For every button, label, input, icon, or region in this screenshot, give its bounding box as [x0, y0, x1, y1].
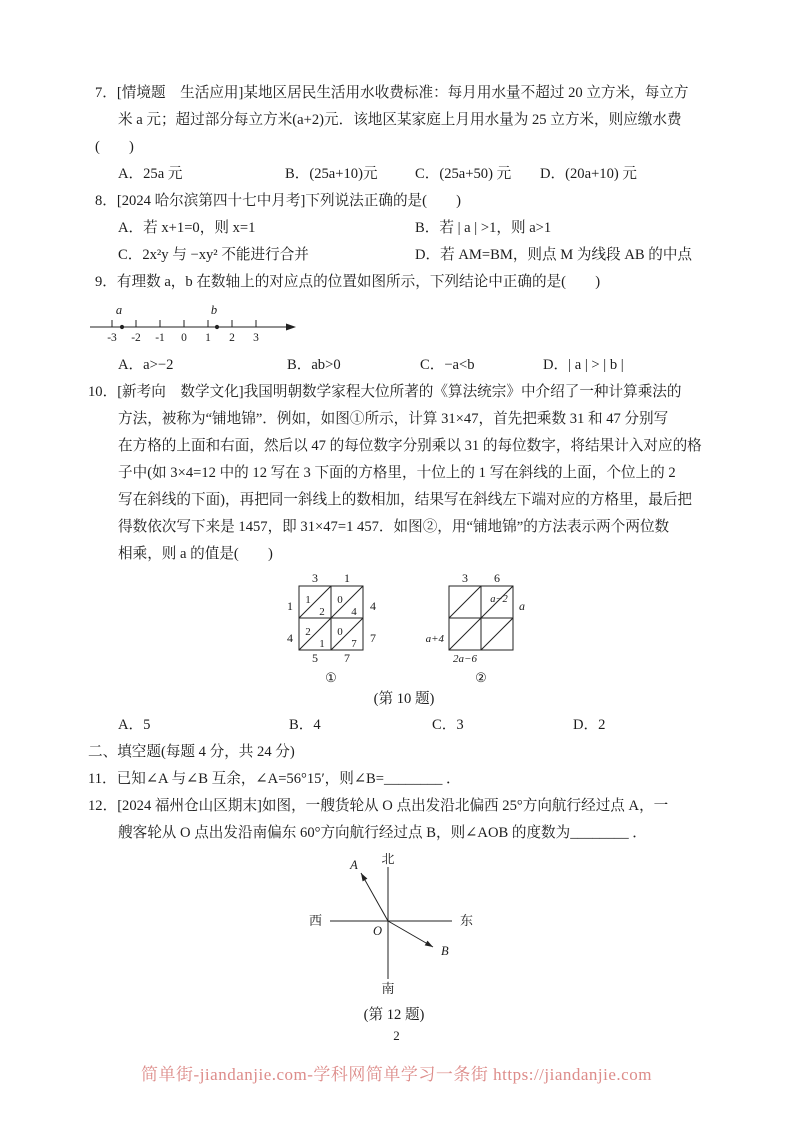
question-8-options-row-1	[88, 215, 708, 242]
tick-label: -2	[131, 332, 141, 344]
compass-direction-figure	[284, 853, 504, 997]
question-11-stem: 11．已知∠A 与∠B 互余，∠A=56°15′，则∠B=________ ．	[88, 771, 461, 787]
cell-expression: a−2	[490, 594, 508, 605]
point-a-dot	[120, 325, 124, 329]
bottom-expression: 2a−6	[453, 653, 477, 665]
question-12-line-1: 12．[2024 福州仓山区期末]如图，一艘货轮从 O 点出发沿北偏西 25°方向航行经过点 A，一	[88, 798, 669, 814]
question-12-line-2: 艘客轮从 O 点出发沿南偏东 60°方向航行经过点 B，则∠AOB 的度数为________ ．	[118, 825, 647, 841]
tick-label: 1	[205, 332, 211, 344]
point-a-label: a	[115, 303, 123, 317]
option-a: A．5	[118, 717, 151, 733]
left-digit: 4	[287, 631, 293, 645]
option-a: A．a>−2	[118, 357, 174, 373]
top-digit: 6	[494, 572, 500, 585]
cell-digit: 1	[319, 638, 325, 650]
option-b: B．ab>0	[287, 357, 341, 373]
question-8	[88, 188, 708, 269]
point-b-label: b	[210, 303, 218, 317]
question-7-line-1: 7．[情境题 生活应用]某地区居民生活用水收费标准：每月用水量不超过 20 立方米，每立方	[95, 85, 689, 101]
compass-labels	[309, 853, 473, 996]
option-c: C．−a<b	[420, 357, 475, 373]
tick-label: -1	[155, 332, 165, 344]
bottom-digit: 5	[312, 651, 318, 665]
question-9-stem: 9．有理数 a，b 在数轴上的对应点的位置如图所示，下列结论中正确的是( )	[95, 274, 601, 290]
top-digit: 1	[344, 572, 350, 585]
question-12	[88, 793, 708, 1028]
option-d: D．若 AM=BM，则点 M 为线段 AB 的中点	[415, 247, 693, 263]
question-7-answer-blank: ( )	[95, 139, 134, 155]
lattice-multiplication-2	[405, 572, 535, 686]
question-10-line-2: 方法，被称为“铺地锦”．例如，如图①所示，计算 31×47，首先把乘数 31 和 47 分别写	[118, 411, 669, 427]
east-label: 东	[460, 913, 474, 928]
top-digit: 3	[312, 572, 318, 585]
section-2-header: 二、填空题(每题 4 分，共 24 分)	[88, 744, 295, 760]
cell-digit: 0	[337, 594, 343, 606]
cell-digit: 2	[319, 606, 325, 618]
option-b: B．4	[289, 717, 321, 733]
question-9	[88, 269, 708, 379]
cell-digit: 2	[305, 626, 311, 638]
right-digit: 7	[370, 631, 376, 645]
option-b: B．若 | a | >1，则 a>1	[415, 220, 552, 236]
question-10-line-6: 得数依次写下来是 1457，即 31×47=1 457．如图②，用“铺地锦”的方法表示两个两位数	[118, 519, 670, 535]
bearing-rays	[361, 873, 433, 947]
question-10-line-4: 子中(如 3×4=12 中的 12 写在 3 下面的方格里，十位上的 1 写在斜线的上面，个位上的 2	[118, 465, 676, 481]
ray-b-arrowhead	[425, 941, 433, 947]
question-7	[88, 80, 708, 188]
left-digit: 1	[287, 599, 293, 613]
tick-label: 0	[181, 332, 187, 344]
cell-digit: 1	[305, 594, 311, 606]
point-b-dot	[215, 325, 219, 329]
figure-2-label: ②	[475, 670, 487, 685]
question-10-line-7: 相乘，则 a 的值是( )	[118, 546, 273, 562]
option-d: D．(20a+10) 元	[540, 166, 637, 182]
question-10	[88, 379, 708, 739]
point-a-label: A	[350, 858, 358, 872]
question-8-options-row-2	[88, 242, 708, 269]
option-d: D．2	[573, 717, 606, 733]
right-expression: a	[519, 599, 525, 613]
question-10-figure	[273, 572, 535, 712]
option-c: C．3	[432, 717, 464, 733]
question-7-line-2: 米 a 元；超过部分每立方米(a+2)元．该地区某家庭上月用水量为 25 立方米，则应缴水费	[118, 112, 682, 128]
cell-digit: 7	[351, 638, 357, 650]
option-a: A．若 x+1=0，则 x=1	[118, 220, 256, 236]
right-digit: 4	[370, 599, 376, 613]
left-expression: a+4	[425, 633, 444, 645]
page-number: 2	[393, 1028, 400, 1043]
exam-content	[88, 80, 708, 1028]
tick-label: 3	[253, 332, 259, 344]
origin-label: O	[372, 924, 382, 938]
option-d: D．| a | > | b |	[543, 357, 624, 373]
option-a: A．25a 元	[118, 166, 183, 182]
option-c: C．2x²y 与 −xy² 不能进行合并	[118, 247, 309, 263]
question-10-line-1: 10．[新考向 数学文化]我国明朝数学家程大位所著的《算法统宗》中介绍了一种计算乘法的	[88, 384, 682, 400]
question-9-options	[88, 352, 708, 379]
number-line-figure	[88, 299, 300, 345]
option-c: C．(25a+50) 元	[415, 166, 512, 182]
ray-a-arrowhead	[361, 873, 367, 881]
question-12-figure	[284, 853, 504, 1028]
north-label: 北	[381, 853, 395, 866]
top-digit: 3	[462, 572, 468, 585]
bottom-digit: 7	[344, 651, 350, 665]
number-line-figure-wrap	[88, 299, 708, 350]
option-b: B．(25a+10)元	[285, 166, 378, 182]
cell-digit: 0	[337, 626, 343, 638]
number-line-axis	[90, 320, 288, 327]
figure-caption: (第 12 题)	[363, 1007, 425, 1023]
question-10-line-3: 在方格的上面和右面，然后以 47 的每位数字分别乘以 31 的每位数字，将结果计入对应的格	[118, 438, 702, 454]
question-8-stem: 8．[2024 哈尔滨第四十七中月考]下列说法正确的是( )	[95, 193, 462, 209]
figure-1-label: ①	[325, 670, 337, 685]
cell-digit: 4	[351, 606, 357, 618]
tick-label: -3	[107, 332, 117, 344]
lattice-multiplication-1	[273, 572, 383, 686]
tick-label: 2	[229, 332, 235, 344]
axis-arrowhead	[286, 324, 296, 331]
point-b-label: B	[441, 944, 449, 958]
question-7-options	[88, 161, 708, 188]
question-11	[88, 766, 708, 793]
lattice-figures-row	[273, 572, 535, 686]
question-10-options	[88, 712, 708, 739]
footer-watermark: 简单街-jiandanjie.com-学科网简单学习一条街 https://jiandanjie.com	[141, 1065, 652, 1084]
west-label: 西	[308, 913, 322, 928]
question-10-line-5: 写在斜线的下面)，再把同一斜线上的数相加，结果写在斜线左下端对应的方格里，最后把	[118, 492, 693, 508]
figure-caption: (第 10 题)	[373, 691, 435, 707]
south-label: 南	[381, 981, 395, 996]
